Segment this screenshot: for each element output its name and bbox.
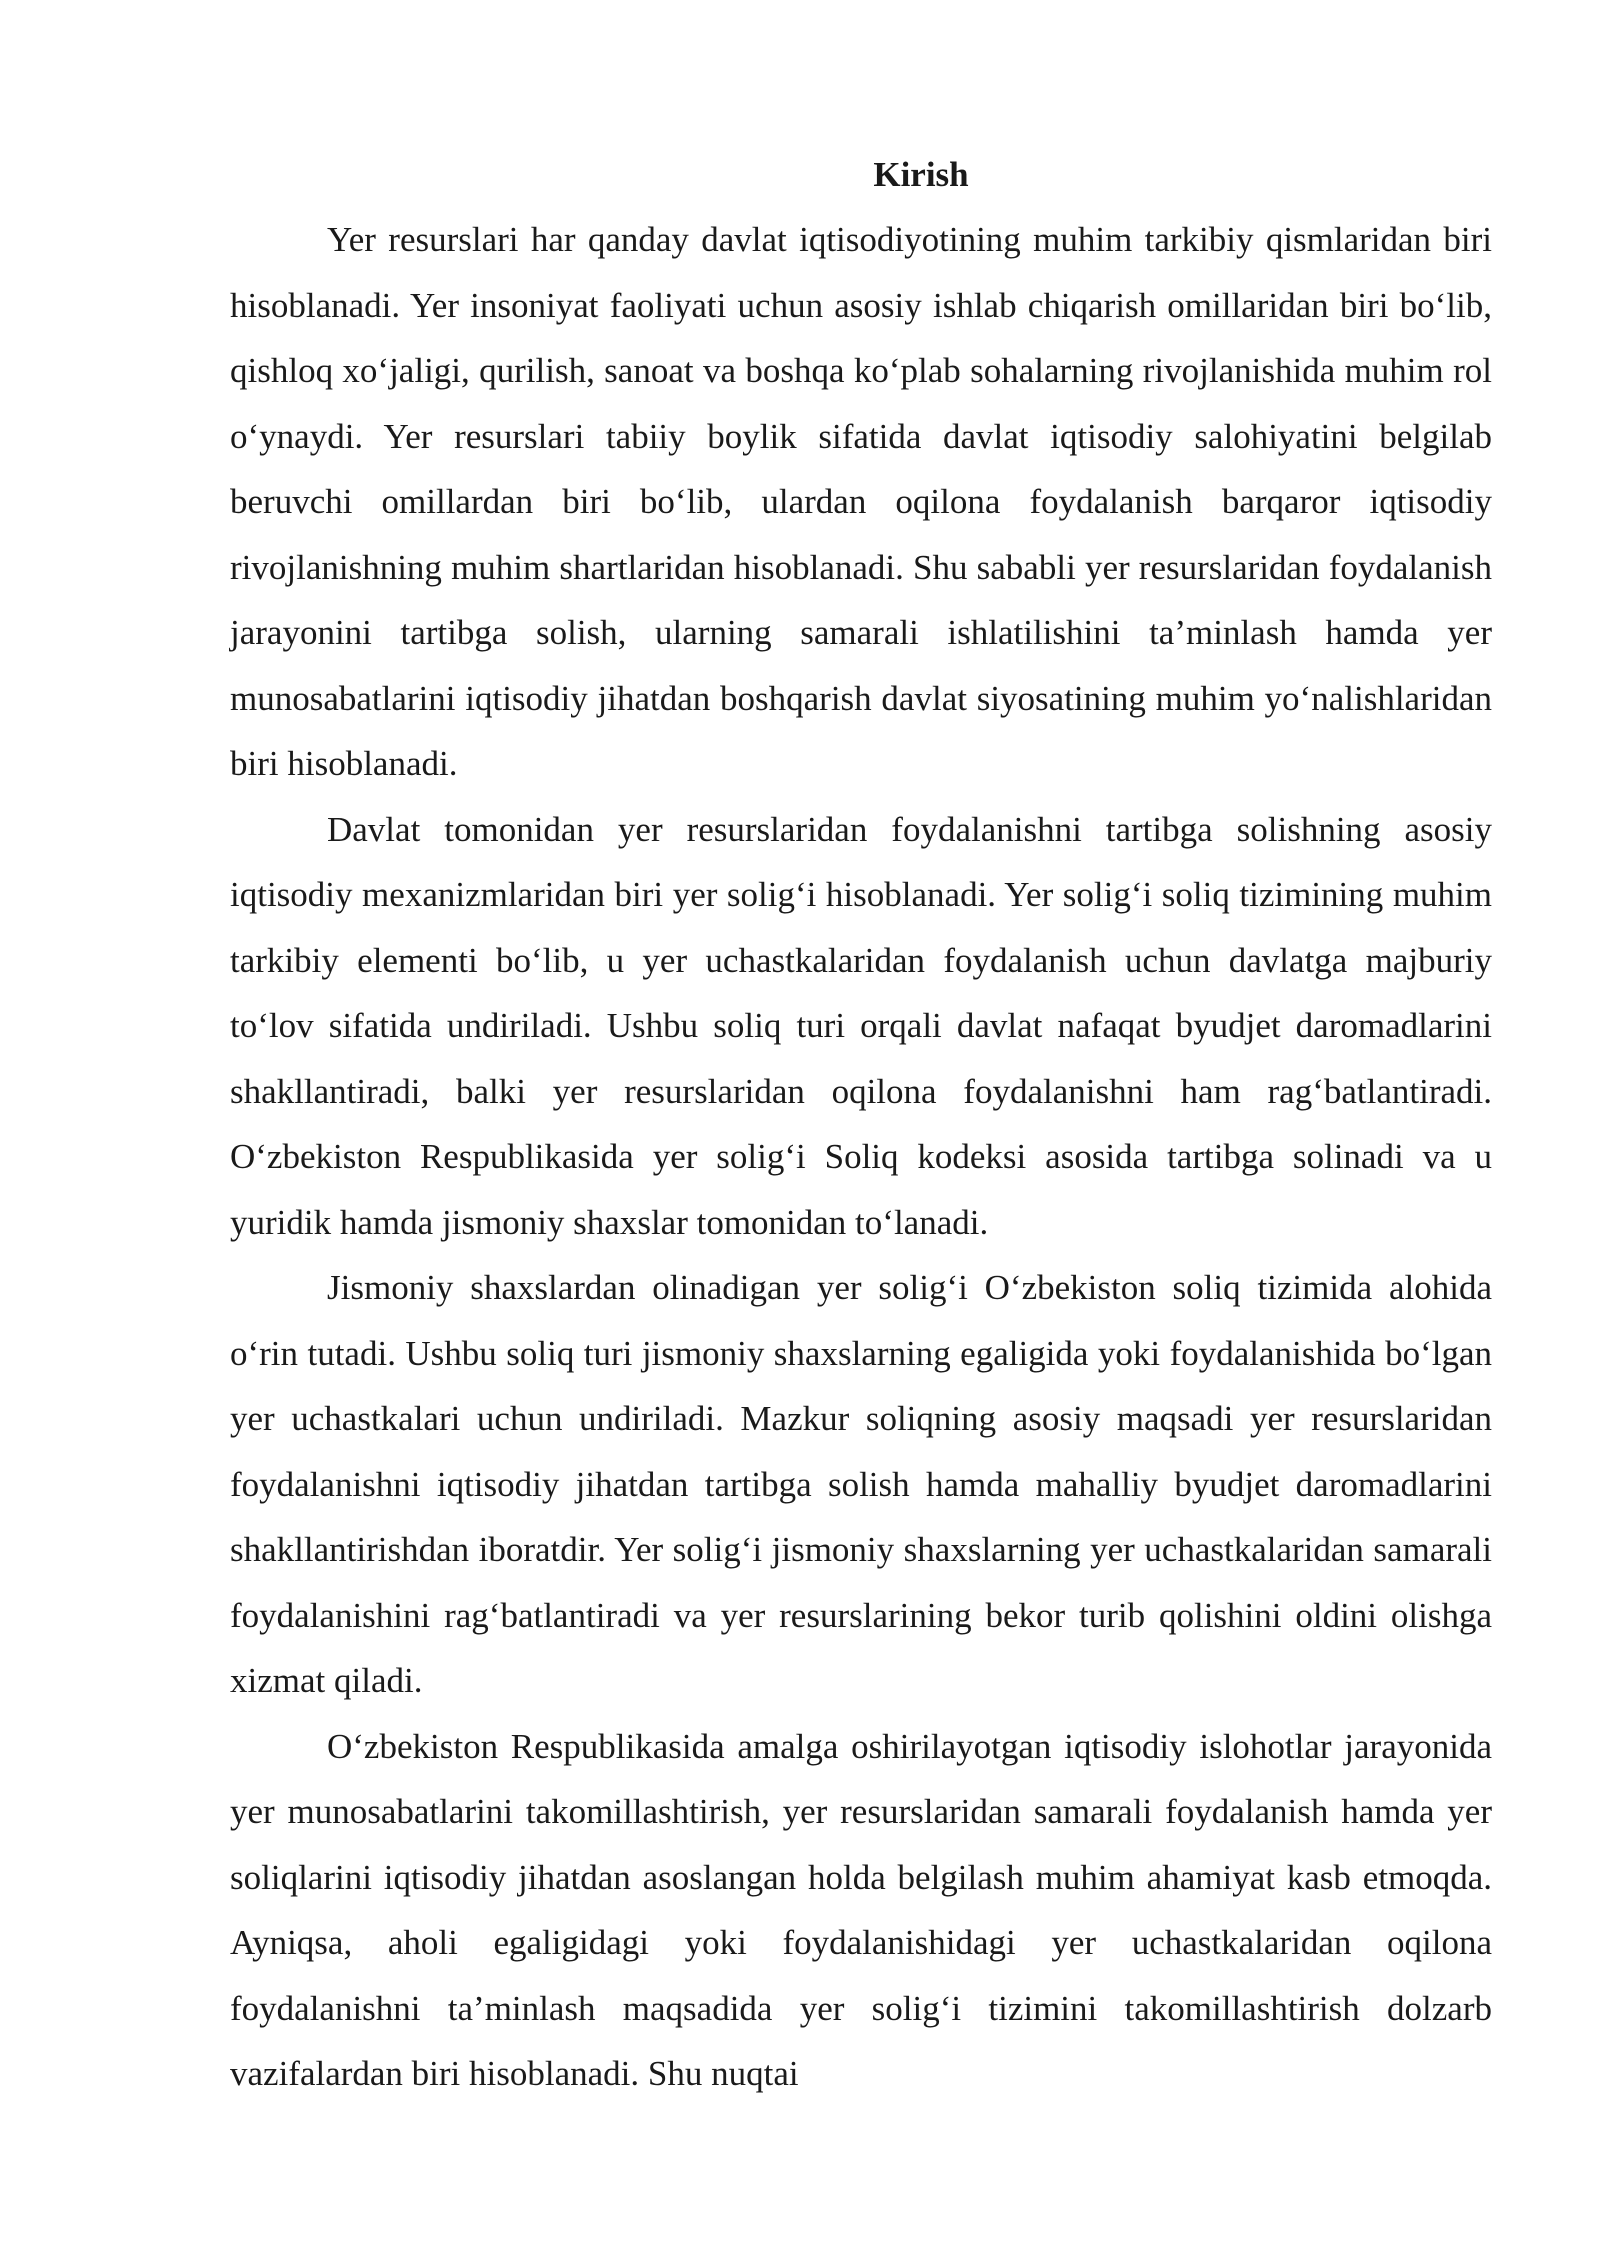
paragraph-1: Yer resurslari har qanday davlat iqtisodiyotining muhim tarkibiy qismlaridan biri hisoblanadi. Yer insoniyat faoliyati uchun asosiy ishlab chiqarish omillaridan biri bo‘lib, qishloq xo‘jaligi, qurilish, sanoat va boshqa ko‘plab sohalarning rivojlanishida muhim rol o‘ynaydi. Yer resurslari tabiiy boylik sifatida davlat iqtisodiy salohiyatini belgilab beruvchi omillardan biri bo‘lib, ulardan oqilona foydalanish barqaror iqtisodiy rivojlanishning muhim shartlaridan hisoblanadi. Shu sababli yer resurslaridan foydalanish jarayonini tartibga solish, ularning samarali ishlatilishini ta’minlash hamda yer munosabatlarini iqtisodiy jihatdan boshqarish davlat siyosatining muhim yo‘nalishlaridan biri hisoblanadi. <box>230 220 1492 783</box>
page-title: Kirish <box>873 155 969 194</box>
paragraph-2: Davlat tomonidan yer resurslaridan foydalanishni tartibga solishning asosiy iqtisodiy mexanizmlaridan biri yer solig‘i hisoblanadi. Yer solig‘i soliq tizimining muhim tarkibiy elementi bo‘lib, u yer uchastkalaridan foydalanish uchun davlatga majburiy to‘lov sifatida undiriladi. Ushbu soliq turi orqali davlat nafaqat byudjet daromadlarini shakllantiradi, balki yer resurslaridan oqilona foydalanishni ham rag‘batlantiradi. O‘zbekiston Respublikasida yer solig‘i Soliq kodeksi asosida tartibga solinadi va u yuridik hamda jismoniy shaxslar tomonidan to‘lanadi. <box>230 809 1492 1242</box>
paragraph-4: O‘zbekiston Respublikasida amalga oshirilayotgan iqtisodiy islohotlar jarayonida yer munosabatlarini takomillashtirish, yer resurslaridan samarali foydalanish hamda yer soliqlarini iqtisodiy jihatdan asoslangan holda belgilash muhim ahamiyat kasb etmoqda. Ayniqsa, aholi egaligidagi yoki foydalanishidagi yer uchastkalaridan oqilona foydalanishni ta’minlash maqsadida yer solig‘i tizimini takomillashtirish dolzarb vazifalardan biri hisoblanadi. Shu nuqtai <box>230 1726 1492 2093</box>
paragraph-3: Jismoniy shaxslardan olinadigan yer solig‘i O‘zbekiston soliq tizimida alohida o‘rin tutadi. Ushbu soliq turi jismoniy shaxslarning egaligida yoki foydalanishida bo‘lgan yer uchastkalari uchun undiriladi. Mazkur soliqning asosiy maqsadi yer resurslaridan foydalanishni iqtisodiy jihatdan tartibga solish hamda mahalliy byudjet daromadlarini shakllantirishdan iboratdir. Yer solig‘i jismoniy shaxslarning yer uchastkalaridan samarali foydalanishini rag‘batlantiradi va yer resurslarining bekor turib qolishini oldini olishga xizmat qiladi. <box>230 1268 1492 1700</box>
document-body <box>230 143 1492 2107</box>
